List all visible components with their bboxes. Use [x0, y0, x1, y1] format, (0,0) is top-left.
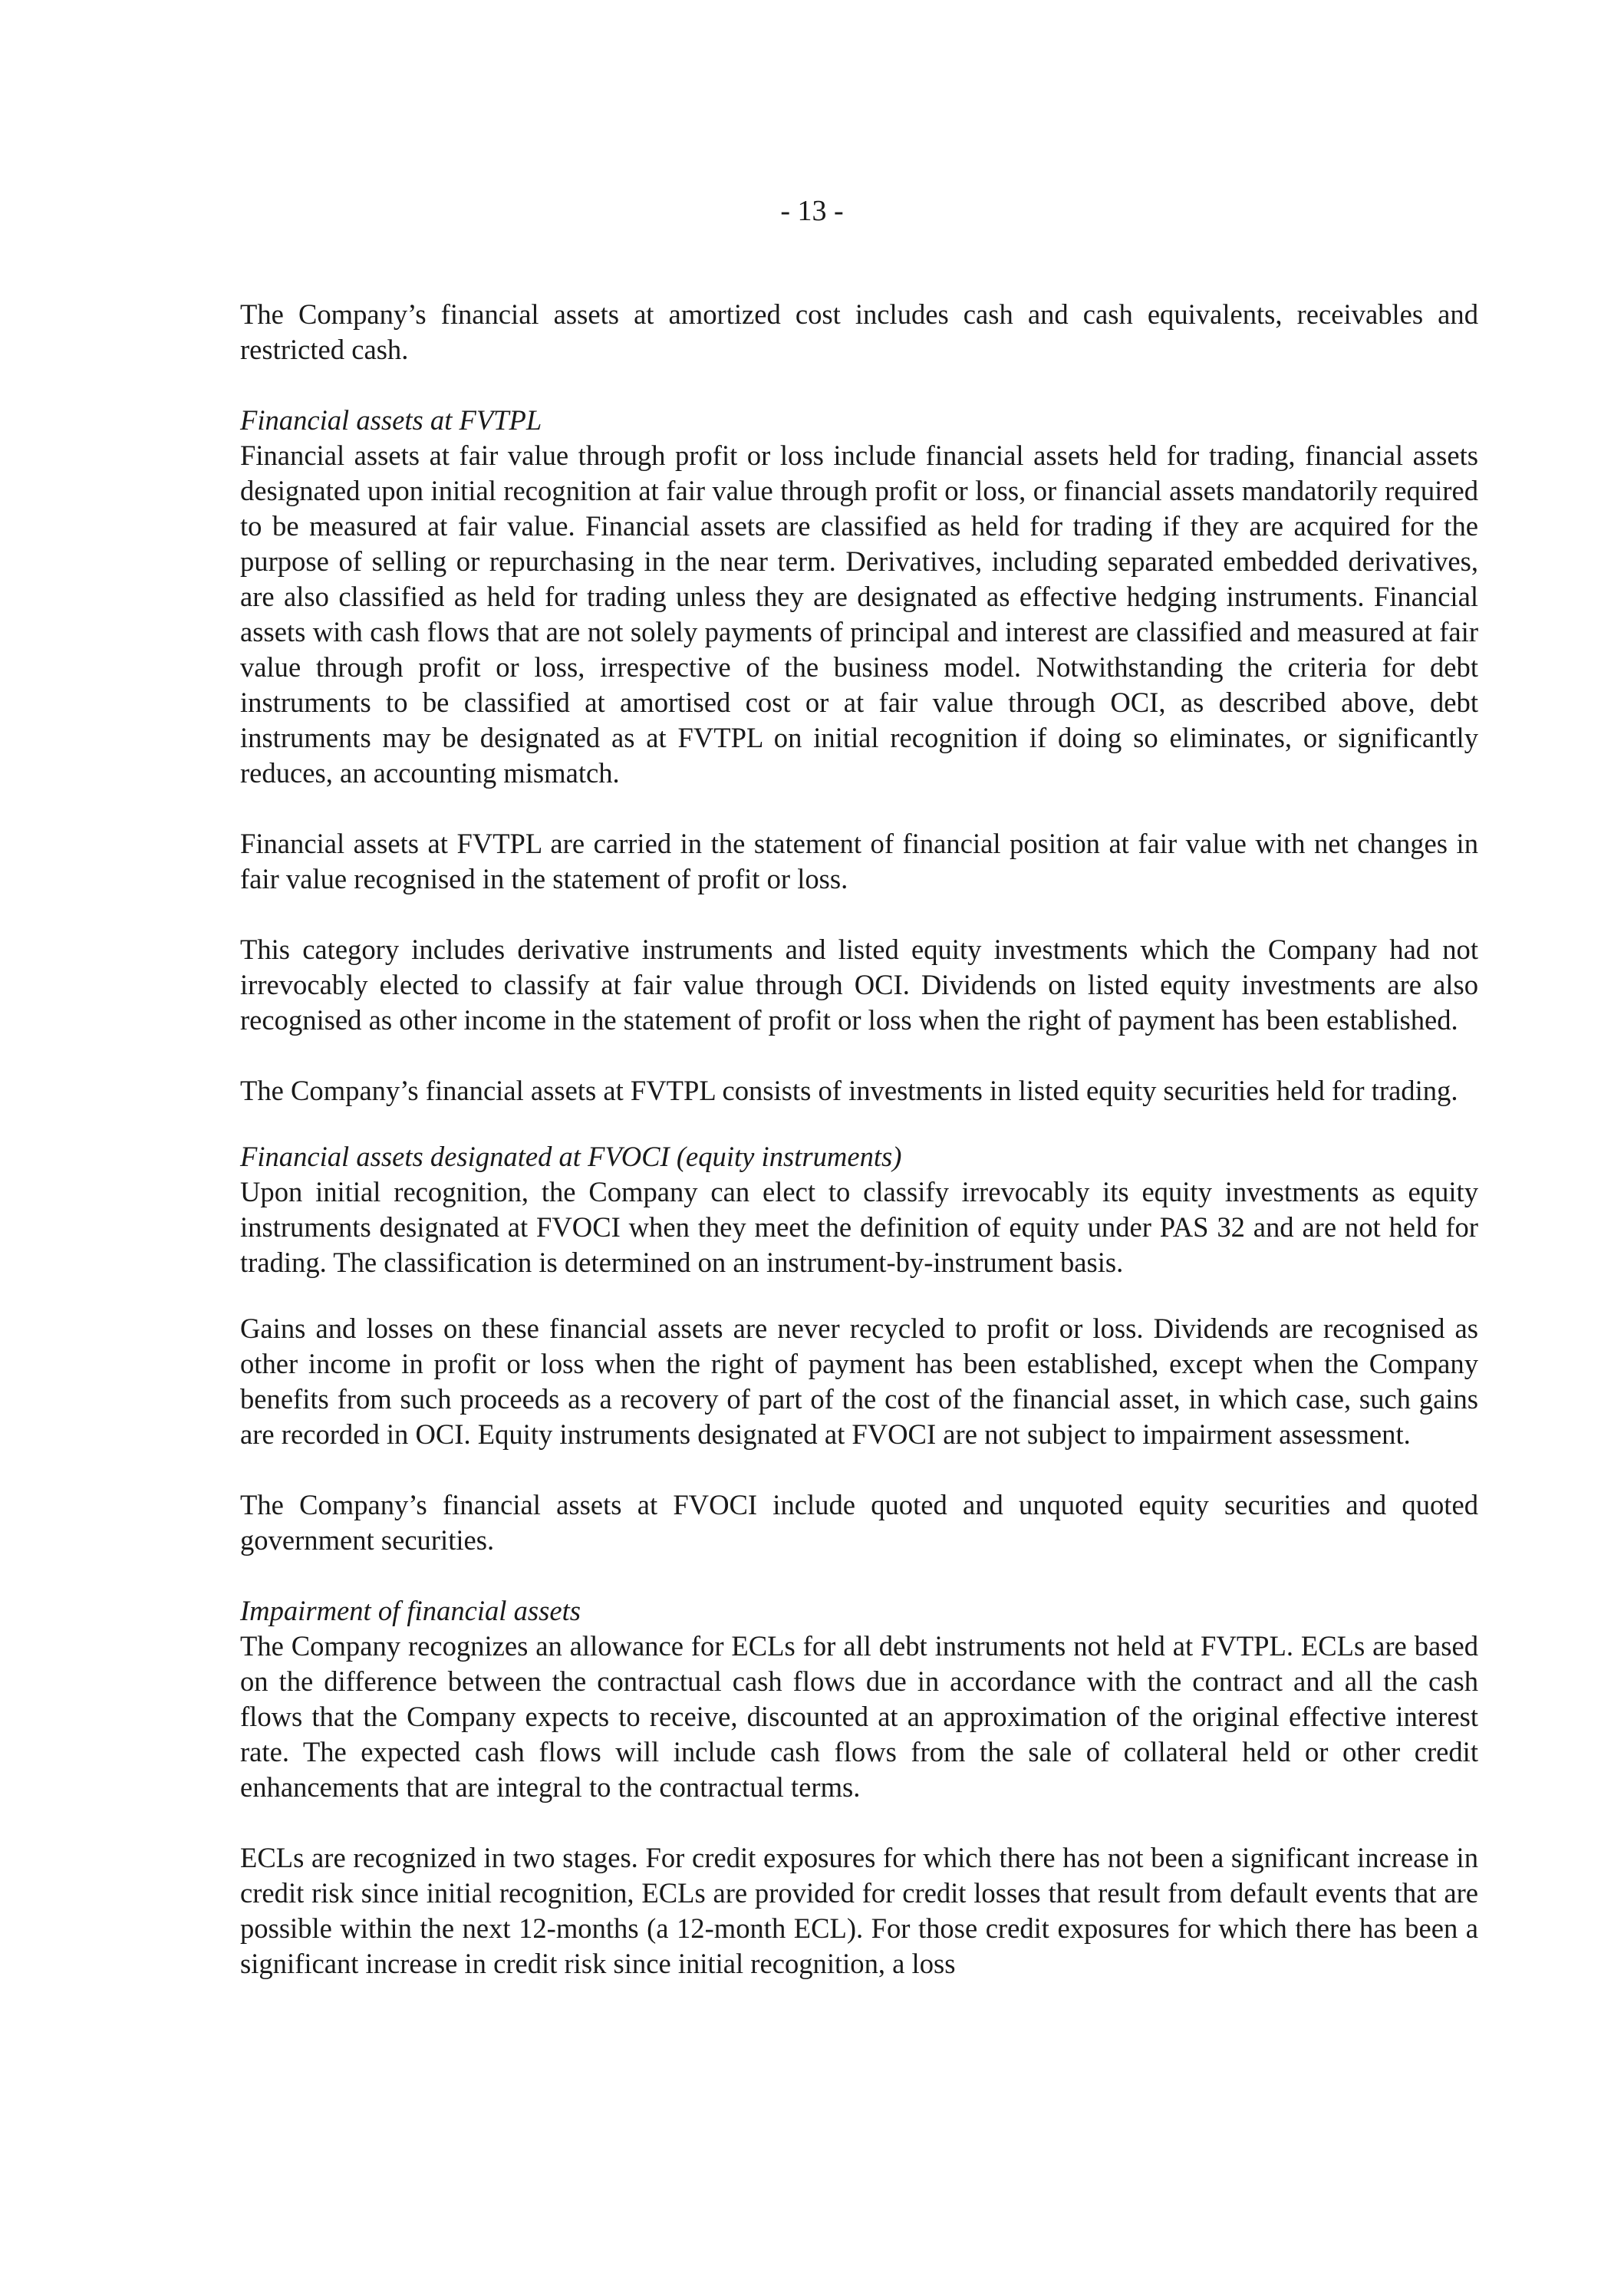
fvoci-heading: Financial assets designated at FVOCI (equity instruments) — [240, 1141, 902, 1172]
fvoci-composition-paragraph: The Company’s financial assets at FVOCI include quoted and unquoted equity securities and quoted government securities. — [240, 1489, 1478, 1556]
fvtpl-category-paragraph: This category includes derivative instruments and listed equity investments which the Company had not irrevocably elected to classify at fair value through OCI. Dividends on listed equity investments are also recognised as other income in the statement of profit or loss when the right of payment has been established. — [240, 934, 1478, 1036]
impairment-ecl-paragraph: The Company recognizes an allowance for ECLs for all debt instruments not held at FVTPL. ECLs are based on the difference between the contractual cash flows due in accordance with the contract and all the cash flows that the Company expects to receive, discounted at an approximation of the original effective interest rate. The expected cash flows will include cash flows from the sale of collateral held or other credit enhancements that are integral to the contractual terms. — [240, 1630, 1478, 1803]
impairment-heading: Impairment of financial assets — [240, 1595, 581, 1626]
amortized-cost-paragraph: The Company’s financial assets at amortized cost includes cash and cash equivalents, receivables and restricted cash. — [240, 298, 1478, 365]
fvoci-gains-paragraph: Gains and losses on these financial assets are never recycled to profit or loss. Dividends are recognised as other income in profit or loss when the right of payment has been established, except when the Company benefits from such proceeds as a recovery of part of the cost of the financial asset, in which case, such gains are recorded in OCI. Equity instruments designated at FVOCI are not subject to impairment assessment. — [240, 1313, 1478, 1450]
fvtpl-heading: Financial assets at FVTPL — [240, 404, 542, 436]
impairment-stages-paragraph: ECLs are recognized in two stages. For credit exposures for which there has not been a significant increase in credit risk since initial recognition, ECLs are provided for credit losses that result from default events that are possible within the next 12-months (a 12-month ECL). For those credit exposures for which there has been a significant increase in credit risk since initial recognition, a loss — [240, 1842, 1478, 1979]
page-number: - 13 - — [780, 195, 844, 227]
document-body — [240, 297, 1478, 1981]
fvtpl-carrying-paragraph: Financial assets at FVTPL are carried in the statement of financial position at fair value with net changes in fair value recognised in the statement of profit or loss. — [240, 828, 1478, 894]
fvtpl-composition-paragraph: The Company’s financial assets at FVTPL consists of investments in listed equity securities held for trading. — [240, 1075, 1458, 1106]
fvoci-recognition-paragraph: Upon initial recognition, the Company can elect to classify irrevocably its equity investments as equity instruments designated at FVOCI when they meet the definition of equity under PAS 32 and are not held for trading. The classification is determined on an instrument-by-instrument basis. — [240, 1176, 1478, 1278]
fvtpl-definition-paragraph: Financial assets at fair value through profit or loss include financial assets held for trading, financial assets designated upon initial recognition at fair value through profit or loss, or financial assets mandatorily required to be measured at fair value. Financial assets are classified as held for trading if they are acquired for the purpose of selling or repurchasing in the near term. Derivatives, including separated embedded derivatives, are also classified as held for trading unless they are designated as effective hedging instruments. Financial assets with cash flows that are not solely payments of principal and interest are classified and measured at fair value through profit or loss, irrespective of the business model. Notwithstanding the criteria for debt instruments to be classified at amortised cost or at fair value through OCI, as described above, debt instruments may be designated as at FVTPL on initial recognition if doing so eliminates, or significantly reduces, an accounting mismatch. — [240, 440, 1478, 789]
